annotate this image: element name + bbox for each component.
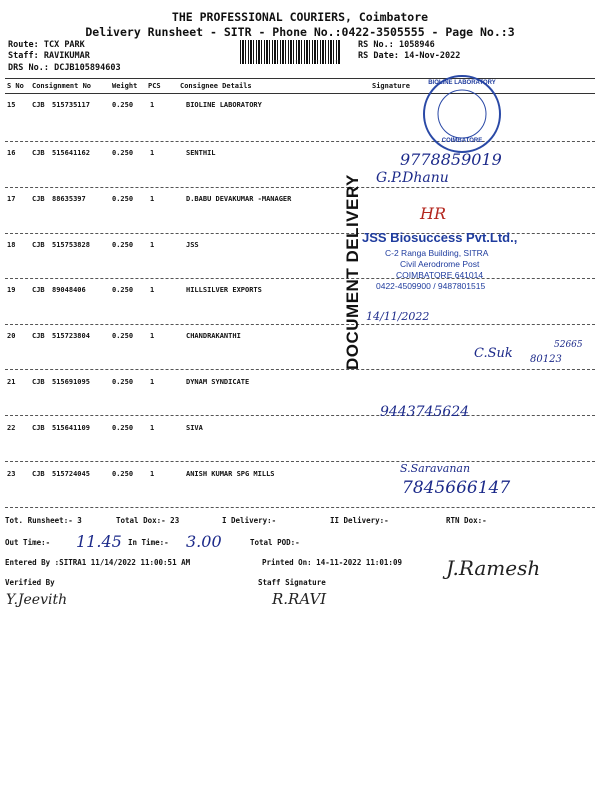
jss-stamp-name: JSS Biosuccess Pvt.Ltd.,	[362, 230, 518, 245]
row-cjb: CJB	[32, 378, 45, 386]
col-signature: Signature	[372, 82, 410, 90]
row-consignment-no: 515641162	[52, 149, 90, 157]
row-separator	[5, 369, 595, 370]
rs-date-line	[358, 51, 460, 61]
rs-date-value: 14-Nov-2022	[404, 51, 461, 61]
handwritten-name-21: C.Suk	[474, 346, 513, 361]
row-separator	[5, 187, 595, 188]
total-dox: Total Dox:- 23	[116, 516, 180, 525]
header-bottom-rule	[5, 93, 595, 94]
handwritten-phone-16: 9778859019	[400, 150, 502, 169]
row-separator	[5, 141, 595, 142]
col-sno: S No	[7, 82, 24, 90]
handwritten-mark-17: HR	[420, 204, 446, 223]
handwritten-num1-21: 80123	[530, 354, 562, 365]
drs-value: DCJB105894603	[54, 63, 121, 73]
row-separator	[5, 461, 595, 462]
row-consignment-no: 515724045	[52, 470, 90, 478]
out-time-label: Out Time:-	[5, 538, 51, 547]
row-cjb: CJB	[32, 424, 45, 432]
handwritten-name-23: S.Saravanan	[400, 462, 471, 475]
route-label: Route:	[8, 40, 39, 50]
row-consignment-no: 515691095	[52, 378, 90, 386]
row-consignee: CHANDRAKANTHI	[186, 332, 241, 340]
ii-delivery: II Delivery:-	[330, 516, 389, 525]
row-pcs: 1	[150, 378, 155, 386]
col-consignee: Consignee Details	[180, 82, 252, 90]
in-time-label: In Time:-	[128, 538, 169, 547]
verified-by-label: Verified By	[5, 578, 55, 587]
rtn-dox: RTN Dox:-	[446, 516, 487, 525]
row-sno: 20	[7, 332, 16, 340]
col-weight: Weight	[112, 82, 138, 90]
handwritten-date-19: 14/11/2022	[366, 310, 430, 323]
jss-stamp-line3: COIMBATORE 641014	[396, 270, 484, 280]
handwritten-num2-21: 52665	[554, 340, 583, 350]
row-sno: 16	[7, 149, 16, 157]
bioline-stamp-bottom: COIMBATORE	[441, 138, 483, 144]
col-pcs: PCS	[148, 82, 161, 90]
row-consignment-no: 515723804	[52, 332, 90, 340]
row-cjb: CJB	[32, 470, 45, 478]
total-runsheet: Tot. Runsheet:- 3	[5, 516, 82, 525]
row-pcs: 1	[150, 149, 155, 157]
staff-value: RAVIKUMAR	[43, 51, 90, 61]
row-pcs: 1	[150, 286, 155, 294]
row-weight: 0.250	[112, 470, 134, 478]
col-consignment: Consignment No	[32, 82, 92, 90]
row-sno: 18	[7, 241, 16, 249]
document-delivery-text: DOCUMENT DELIVERY	[343, 174, 362, 370]
row-cjb: CJB	[32, 241, 45, 249]
drs-line	[8, 63, 121, 73]
row-cjb: CJB	[32, 195, 45, 203]
route-line	[8, 40, 85, 50]
row-consignment-no: 515753828	[52, 241, 90, 249]
row-sno: 22	[7, 424, 16, 432]
row-weight: 0.250	[112, 286, 134, 294]
row-consignment-no: 89048406	[52, 286, 86, 294]
row-cjb: CJB	[32, 286, 45, 294]
total-pod-label: Total POD:-	[250, 538, 300, 547]
row-pcs: 1	[150, 101, 155, 109]
row-weight: 0.250	[112, 424, 134, 432]
staff-signature-label: Staff Signature	[258, 578, 326, 587]
row-consignee: ANISH KUMAR SPG MILLS	[186, 470, 275, 478]
entered-by: Entered By :SITRA1 11/14/2022 11:00:51 AM	[5, 558, 191, 567]
row-pcs: 1	[150, 424, 155, 432]
rs-no-value: 1058946	[398, 40, 435, 50]
row-weight: 0.250	[112, 195, 134, 203]
row-separator	[5, 324, 595, 325]
row-consignment-no: 515641109	[52, 424, 90, 432]
row-weight: 0.250	[112, 101, 134, 109]
row-cjb: CJB	[32, 149, 45, 157]
row-sno: 23	[7, 470, 16, 478]
jss-stamp-line4: 0422-4509900 / 9487801515	[376, 281, 486, 291]
staff-line	[8, 51, 90, 61]
rs-no-line	[358, 40, 435, 50]
row-separator	[5, 415, 595, 416]
row-weight: 0.250	[112, 378, 134, 386]
row-consignment-no: 88635397	[52, 195, 86, 203]
printed-on: Printed On: 14-11-2022 11:01:09	[262, 558, 402, 567]
drs-label: DRS No.:	[8, 63, 49, 73]
row-weight: 0.250	[112, 149, 134, 157]
bioline-stamp	[420, 72, 504, 156]
row-cjb: CJB	[32, 101, 45, 109]
handwritten-sign-16: G.P.Dhanu	[376, 170, 449, 186]
verified-signature: Y.Jeevith	[6, 592, 68, 608]
row-consignee: SIVA	[186, 424, 203, 432]
staff-label: Staff:	[8, 51, 39, 61]
row-separator	[5, 507, 595, 508]
row-separator	[5, 278, 595, 279]
staff-signature: R.RAVI	[272, 590, 327, 608]
out-time-value: 11.45	[76, 532, 122, 551]
row-weight: 0.250	[112, 332, 134, 340]
row-consignee: JSS	[186, 241, 199, 249]
i-delivery: I Delivery:-	[222, 516, 277, 525]
jss-stamp-line1: C-2 Ranga Building, SITRA	[385, 248, 489, 258]
in-time-value: 3.00	[186, 532, 222, 551]
company-title: THE PROFESSIONAL COURIERS, Coimbatore	[171, 10, 429, 24]
row-consignee: D.BABU DEVAKUMAR -MANAGER	[186, 195, 292, 203]
handwritten-phone-23: 7845666147	[402, 478, 511, 498]
row-weight: 0.250	[112, 241, 134, 249]
barcode	[240, 40, 340, 64]
rs-no-label: RS No.:	[358, 40, 394, 50]
row-consignment-no: 515735117	[52, 101, 90, 109]
route-value: TCX PARK	[43, 40, 85, 50]
row-sno: 19	[7, 286, 16, 294]
jss-stamp-line2: Civil Aerodrome Post	[400, 259, 480, 269]
runsheet-subtitle: Delivery Runsheet - SITR - Phone No.:0422-3505555 - Page No.:3	[85, 25, 515, 39]
row-cjb: CJB	[32, 332, 45, 340]
row-sno: 15	[7, 101, 16, 109]
row-consignee: DYNAM SYNDICATE	[186, 378, 250, 386]
row-consignee: SENTHIL	[186, 149, 216, 157]
rs-date-label: RS Date:	[358, 51, 399, 61]
row-consignee: HILLSILVER EXPORTS	[186, 286, 262, 294]
bioline-stamp-top: BIOLINE LABORATORY	[428, 80, 496, 86]
row-consignee: BIOLINE LABORATORY	[186, 101, 262, 109]
handwritten-phone-22: 9443745624	[380, 404, 470, 420]
row-pcs: 1	[150, 241, 155, 249]
row-pcs: 1	[150, 332, 155, 340]
header-top-rule	[5, 78, 595, 79]
right-signature: J.Ramesh	[446, 556, 541, 580]
row-sno: 17	[7, 195, 16, 203]
row-pcs: 1	[150, 470, 155, 478]
row-sno: 21	[7, 378, 16, 386]
row-pcs: 1	[150, 195, 155, 203]
document-delivery-stamp	[343, 174, 363, 370]
